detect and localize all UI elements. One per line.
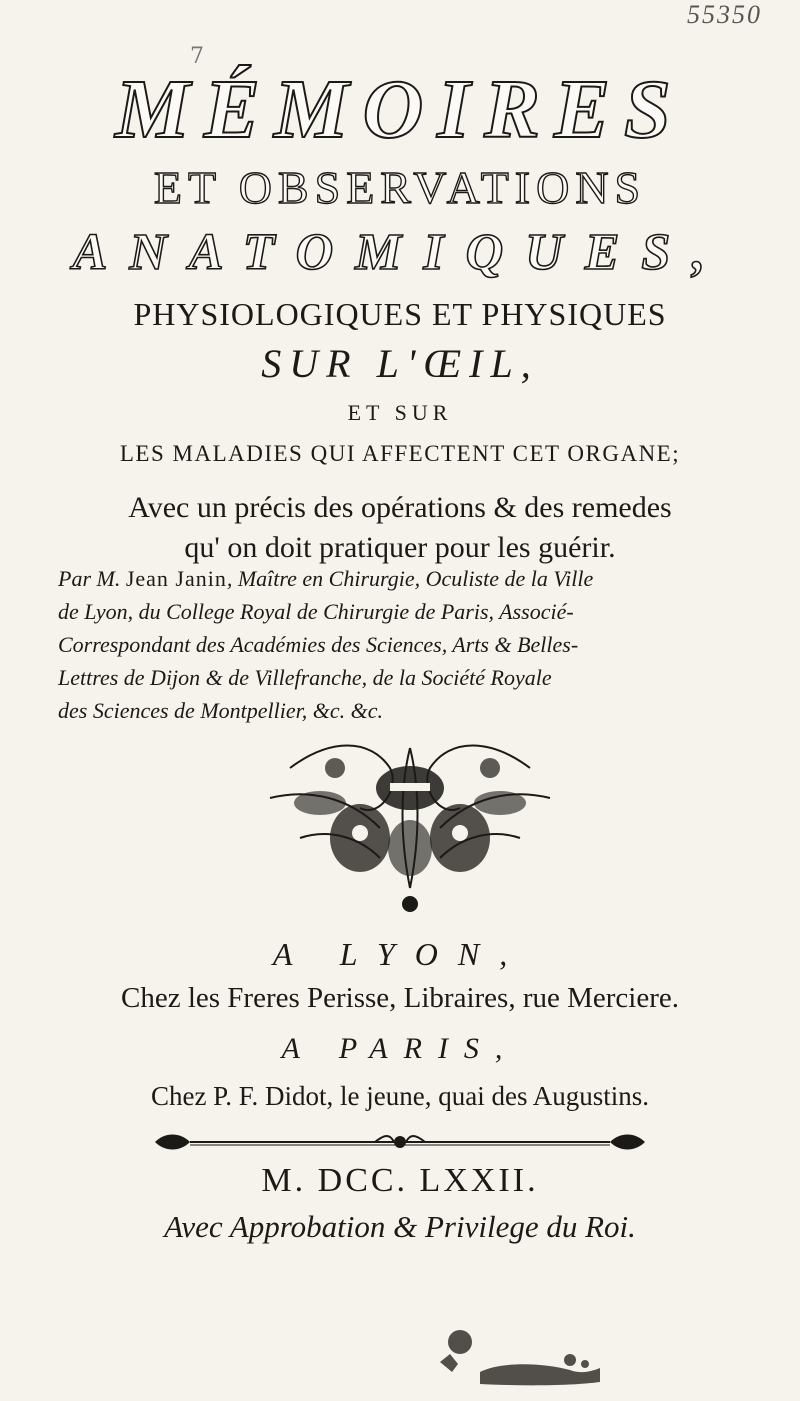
library-stamp-icon [420,1312,610,1397]
author-line-1-rest: , Maître en Chirurgie, Oculiste de la Ville [226,566,594,591]
title-et-observations: ET OBSERVATIONS [153,162,647,213]
title-sur-l-oeil: SUR L'ŒIL, [261,341,539,386]
subtitle-line-1: Avec un précis des opérations & des remedes [128,491,672,524]
author-block [58,562,758,727]
imprint-city-paris: A PARIS, [281,1032,519,1065]
author-line-2: de Lyon, du College Royal de Chirurgie de Paris, Associé- [58,599,574,624]
decorative-rule [150,1130,650,1154]
imprint-date: M. DCC. LXXII. [261,1162,539,1199]
imprint-city-lyon: A LYON, [272,936,528,972]
shelfmark: 55350 [687,0,762,29]
author-title: M. [96,566,121,591]
author-line-3: Correspondant des Académies des Sciences, Arts & Belles- [58,632,579,657]
title-les-maladies: LES MALADIES QUI AFFECTENT CET ORGANE; [119,441,681,466]
floral-ornament-icon [250,728,570,918]
title-physiologiques: PHYSIOLOGIQUES ET PHYSIQUES [133,296,667,332]
pencil-mark: 7 [190,44,204,69]
subtitle [0,488,800,568]
author-prefix: Par [58,566,91,591]
subtitle-line-2: qu' on doit pratiquer pour les guérir. [184,531,616,564]
author-line-4: Lettres de Dijon & de Villefranche, de la Société Royale [58,665,552,690]
title-memoires: MÉMOIRES [115,63,685,156]
author-line-5: des Sciences de Montpellier, &c. &c. [58,698,384,723]
privilege-line: Avec Approbation & Privilege du Roi. [164,1209,636,1244]
title-et-sur: ET SUR [347,400,453,425]
imprint-publisher-lyon: Chez les Freres Perisse, Libraires, rue Merciere. [120,982,680,1014]
author-line-1 [58,562,758,595]
title-anatomiques: ANATOMIQUES, [72,224,728,281]
author-name: Jean Janin [125,566,227,591]
imprint-publisher-paris: Chez P. F. Didot, le jeune, quai des Augustins. [150,1081,650,1111]
